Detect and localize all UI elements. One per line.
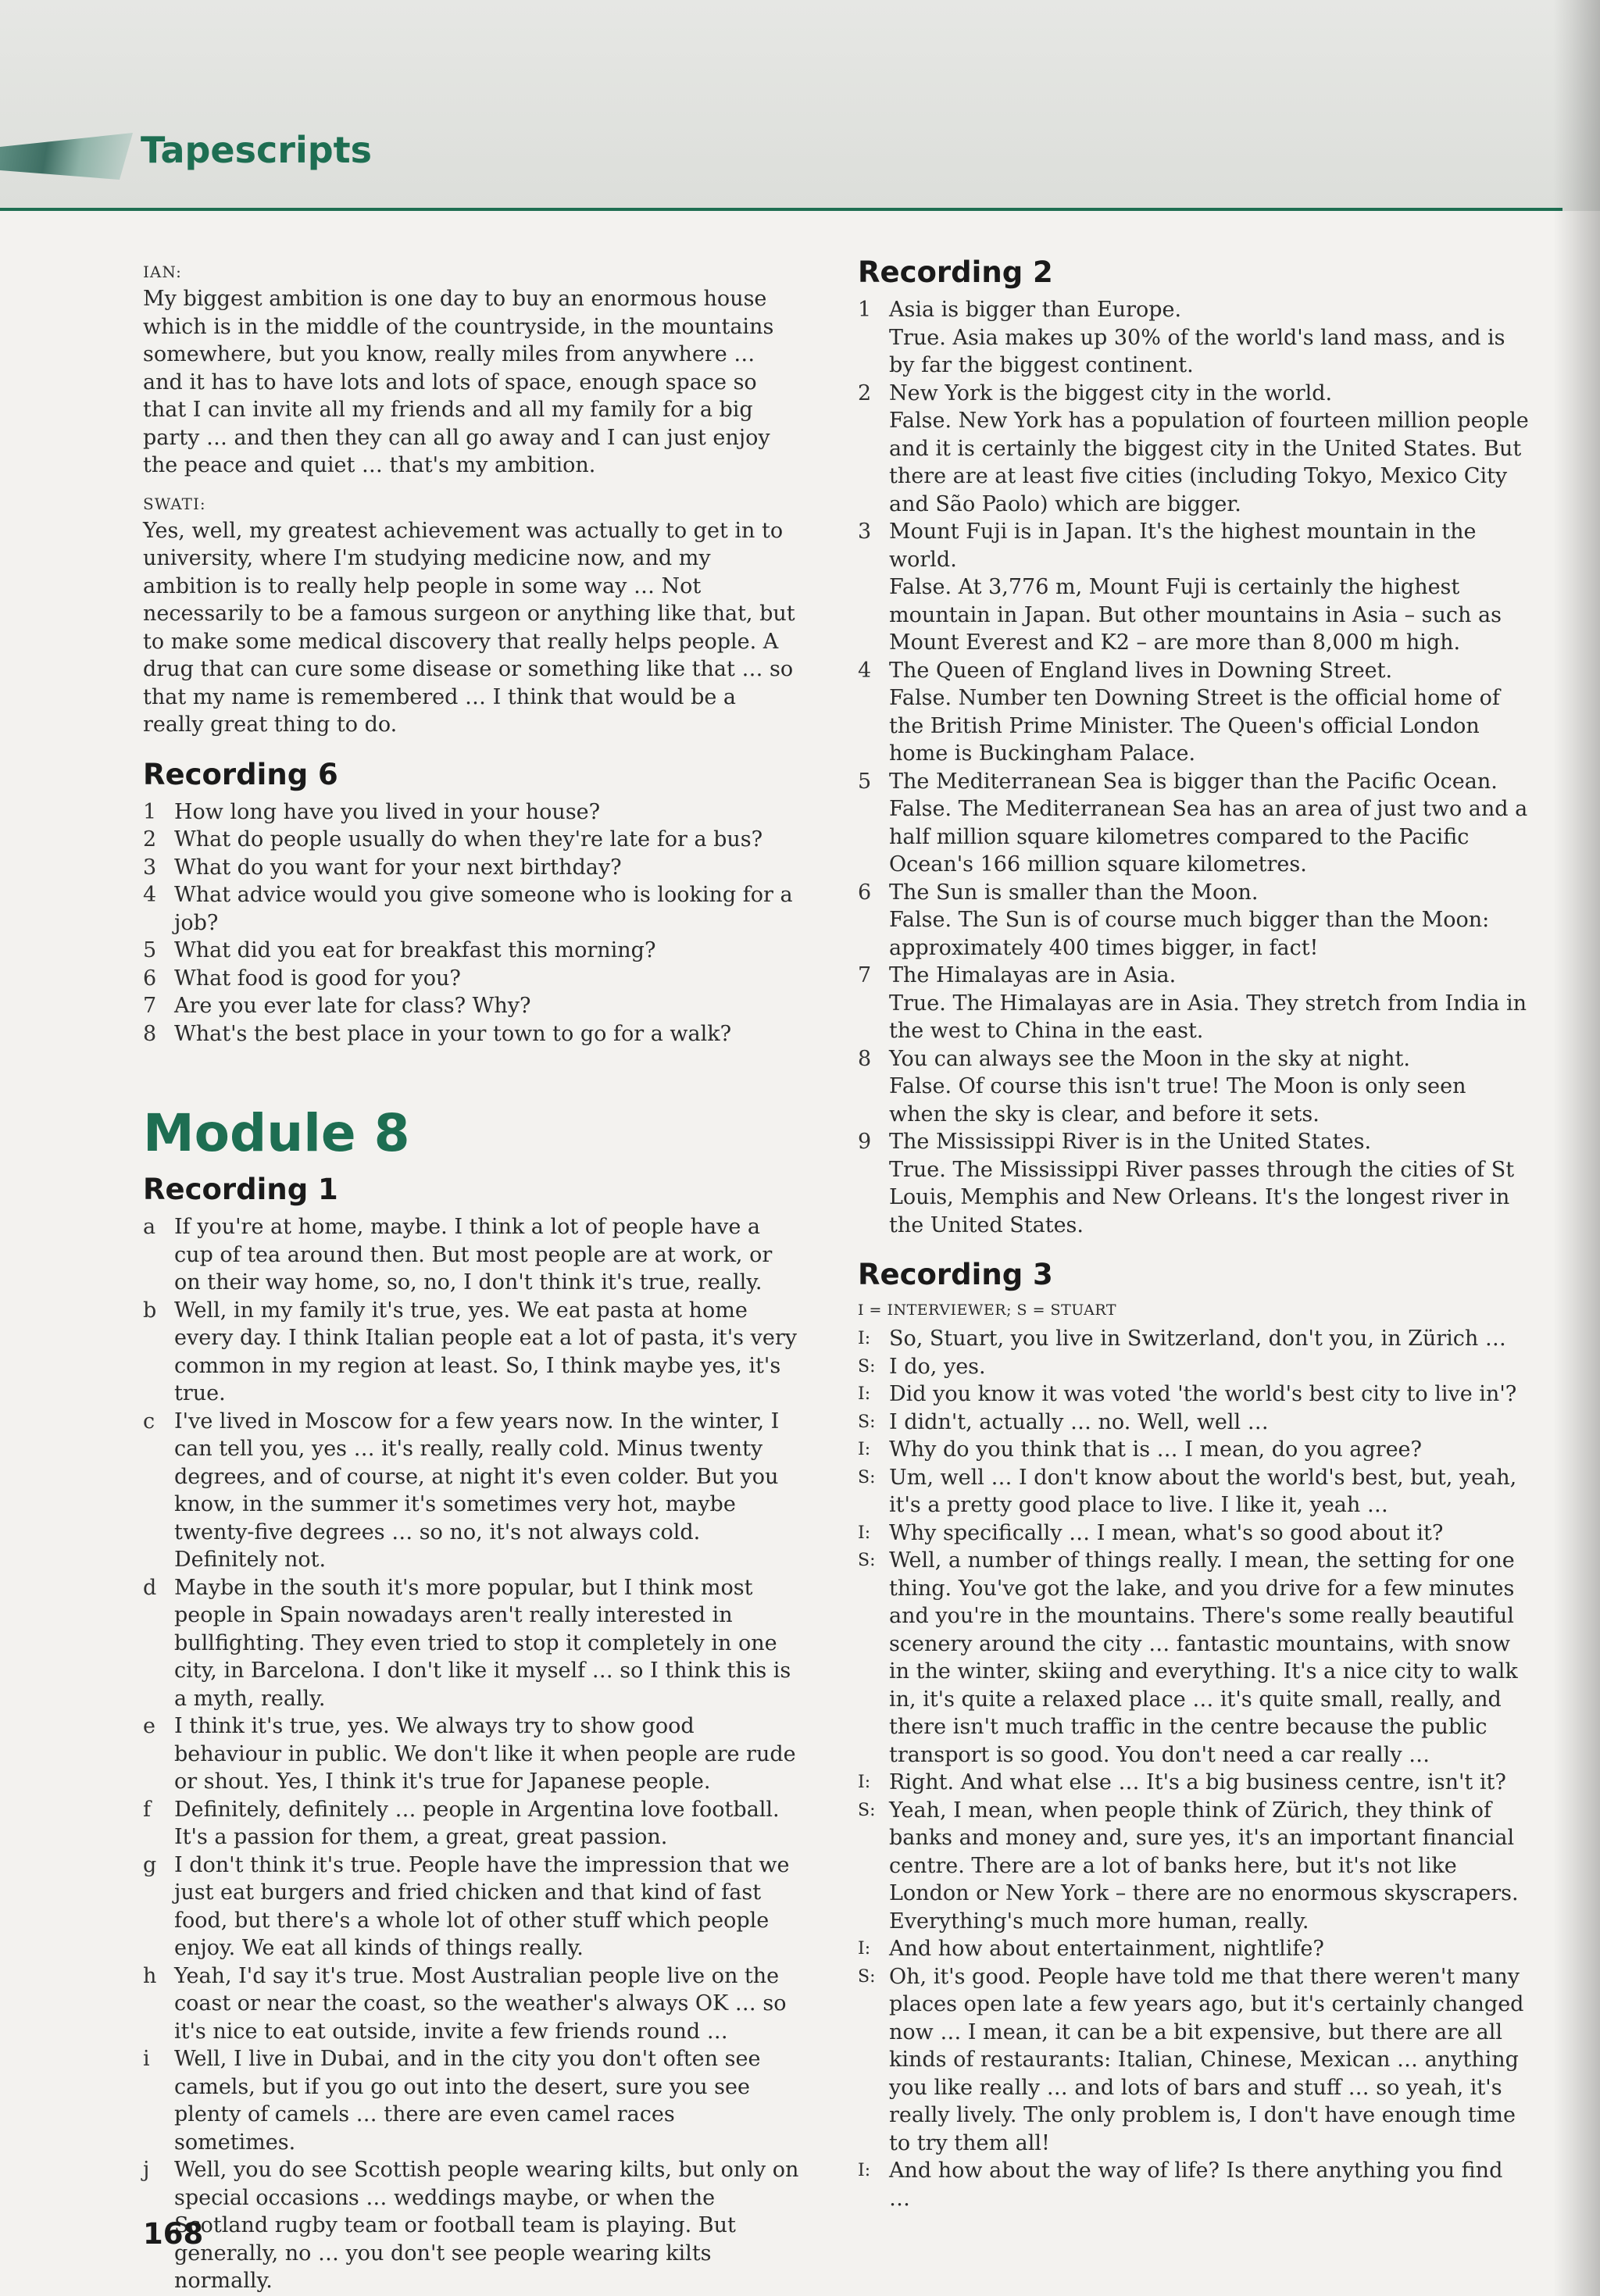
dialogue-line bbox=[858, 2157, 1530, 2212]
left-column bbox=[143, 254, 799, 2295]
item-text: What advice would you give someone who is looking for a job? bbox=[174, 883, 793, 935]
recording-6-list bbox=[143, 798, 799, 1048]
item-number: 4 bbox=[143, 883, 157, 907]
item-text: What did you eat for breakfast this morning? bbox=[174, 938, 656, 962]
speaker-tag: I: bbox=[858, 2161, 871, 2180]
dialogue-text: Right. And what else … It's a big business centre, isn't it? bbox=[889, 1770, 1506, 1794]
item-text: Maybe in the south it's more popular, but I think most people in Spain nowadays aren't really interested in bullfighting. They even tried to stop it completely in one city, in Barcelona. I don't like it myself … so I think this is a myth, really. bbox=[174, 1575, 791, 1711]
answer-text: False. The Mediterranean Sea has an area of just two and a half million square kilometres compared to the Pacific Ocean's 166 million square kilometres. bbox=[889, 797, 1528, 877]
dialogue-line bbox=[858, 1519, 1530, 1548]
list-item bbox=[858, 879, 1530, 962]
list-item bbox=[143, 937, 799, 965]
speaker-tag: S: bbox=[858, 1966, 876, 1987]
item-letter: e bbox=[143, 1714, 155, 1738]
item-number: 2 bbox=[858, 380, 872, 405]
item-text: Well, I live in Dubai, and in the city you don't often see camels, but if you go out into the desert, sure you see plenty of camels … there are even camel races sometimes. bbox=[174, 2047, 761, 2155]
speaker-tag: S: bbox=[858, 1356, 876, 1377]
item-number: 8 bbox=[858, 1046, 872, 1071]
item-text: I don't think it's true. People have the impression that we just eat burgers and fried chicken and that kind of fast food, but there's a whole lot of other stuff which people enjoy. We eat all kinds of things really. bbox=[174, 1852, 790, 1960]
item-text: Yeah, I'd say it's true. Most Australian people live on the coast or near the coast, so the weather's always OK … so it's nice to eat outside, invite a few friends round … bbox=[174, 1963, 787, 2044]
statement-text: Mount Fuji is in Japan. It's the highest mountain in the world. bbox=[889, 520, 1477, 572]
header-rule bbox=[0, 208, 1562, 211]
dialogue-text: Um, well … I don't know about the world's best, but, yeah, it's a pretty good place to live. I like it, yeah … bbox=[889, 1465, 1517, 1517]
dialogue-line bbox=[858, 1963, 1530, 2158]
speaker-tag: I: bbox=[858, 1329, 871, 1348]
dialogue-line bbox=[858, 1547, 1530, 1769]
item-text: What food is good for you? bbox=[174, 966, 461, 991]
recording-3-dialogue bbox=[858, 1325, 1530, 2212]
dialogue-line bbox=[858, 1769, 1530, 1797]
list-item bbox=[143, 2045, 799, 2156]
list-item bbox=[858, 518, 1530, 657]
dialogue-line bbox=[858, 1935, 1530, 1963]
statement-text: The Mississippi River is in the United States. bbox=[889, 1130, 1372, 1154]
dialogue-text: Why specifically … I mean, what's so good about it? bbox=[889, 1520, 1444, 1545]
answer-text: False. Number ten Downing Street is the official home of the British Prime Minister. The Queen's official London home is Buckingham Palace. bbox=[889, 686, 1500, 766]
speaker-tag: S: bbox=[858, 1467, 876, 1487]
statement-text: The Mediterranean Sea is bigger than the Pacific Ocean. bbox=[889, 769, 1498, 794]
item-text: What do people usually do when they're late for a bus? bbox=[174, 827, 763, 852]
speaker-tag: I: bbox=[858, 1384, 871, 1404]
item-number: 3 bbox=[143, 855, 157, 880]
ian-paragraph: My biggest ambition is one day to buy an enormous house which is in the middle of the countryside, in the mountains somewhere, but you know, really miles from anywhere … and it has to have lots and lots of space, enough space so that I can invite all my friends and all my family for a big party … and then they can all go away and I can just enjoy the peace and quiet … that's my ambition. bbox=[143, 287, 774, 477]
item-number: 3 bbox=[858, 520, 872, 544]
list-item bbox=[143, 881, 799, 937]
dialogue-text: I didn't, actually … no. Well, well … bbox=[889, 1409, 1269, 1434]
statement-text: Asia is bigger than Europe. bbox=[889, 298, 1182, 322]
dialogue-text: Well, a number of things really. I mean, the setting for one thing. You've got the lake, and you drive for a few minutes and you're in the mountains. There's some really beautiful scenery around the city … fantastic mountains, with snow in the winter, skiing and everything. It's a nice city to walk in, it's quite a relaxed place … it's quite small, really, and there isn't much traffic in the centre because the public transport is so good. You don't need a car really … bbox=[889, 1548, 1518, 1767]
statement-text: The Sun is smaller than the Moon. bbox=[889, 880, 1259, 905]
item-text: Well, you do see Scottish people wearing kilts, but only on special occasions … weddings maybe, or when the Scotland rugby team or football team is playing. But generally, no … you don't see people wearing kilts normally. bbox=[174, 2158, 799, 2293]
item-text: I've lived in Moscow for a few years now. In the winter, I can tell you, yes … it's really, really cold. Minus twenty degrees, and of course, at night it's even colder. But you know, in the summer it's sometimes very hot, maybe twenty-five degrees … so no, it's not always cold. Definitely not. bbox=[174, 1409, 780, 1572]
item-text: If you're at home, maybe. I think a lot of people have a cup of tea around then. But most people are at work, or on their way home, so, no, I don't think it's true, really. bbox=[174, 1215, 773, 1294]
statement-text: You can always see the Moon in the sky at night. bbox=[889, 1046, 1410, 1071]
item-number: 4 bbox=[858, 658, 872, 683]
answer-text: True. The Himalayas are in Asia. They stretch from India in the west to China in the east. bbox=[889, 991, 1527, 1043]
dialogue-text: And how about entertainment, nightlife? bbox=[889, 1937, 1324, 1961]
list-item bbox=[143, 826, 799, 854]
list-item bbox=[143, 1796, 799, 1851]
page-title: Tapescripts bbox=[141, 129, 373, 171]
item-letter: g bbox=[143, 1852, 157, 1877]
list-item bbox=[858, 380, 1530, 519]
list-item bbox=[858, 296, 1530, 380]
recording-3-heading: Recording 3 bbox=[858, 1258, 1053, 1291]
item-text: Well, in my family it's true, yes. We eat pasta at home every day. I think Italian people eat a lot of pasta, it's very common in my region at least. So, I think maybe yes, it's true. bbox=[174, 1298, 798, 1405]
speaker-legend: I = INTERVIEWER; S = STUART bbox=[858, 1302, 1117, 1319]
header-band bbox=[0, 0, 1600, 211]
item-letter: a bbox=[143, 1215, 156, 1239]
answer-text: False. New York has a population of fourteen million people and it is certainly the biggest city in the United States. But there are at least five cities (including Tokyo, Mexico City and São Paolo) which are bigger. bbox=[889, 409, 1529, 516]
item-letter: f bbox=[143, 1797, 151, 1822]
answer-text: True. Asia makes up 30% of the world's land mass, and is by far the biggest continent. bbox=[889, 325, 1505, 377]
item-text: What do you want for your next birthday? bbox=[174, 855, 622, 880]
dialogue-text: I do, yes. bbox=[889, 1354, 986, 1379]
answer-text: True. The Mississippi River passes through the cities of St Louis, Memphis and New Orleans. It's the longest river in the United States. bbox=[889, 1157, 1515, 1237]
answer-text: False. At 3,776 m, Mount Fuji is certainly the highest mountain in Japan. But other mountains in Asia – such as Mount Everest and K2 – are more than 8,000 m high. bbox=[889, 575, 1502, 655]
list-item bbox=[143, 1574, 799, 1713]
item-text: Definitely, definitely … people in Argentina love football. It's a passion for them, a great, great passion. bbox=[174, 1797, 780, 1849]
dialogue-line bbox=[858, 1409, 1530, 1437]
dialogue-text: So, Stuart, you live in Switzerland, don't you, in Zürich … bbox=[889, 1327, 1506, 1351]
dialogue-line bbox=[858, 1464, 1530, 1519]
dialogue-line bbox=[858, 1380, 1530, 1409]
item-letter: h bbox=[143, 1963, 157, 1988]
item-number: 5 bbox=[143, 938, 157, 962]
list-item bbox=[143, 798, 799, 827]
list-item bbox=[858, 768, 1530, 879]
list-item bbox=[143, 2156, 799, 2295]
recording-2-list bbox=[858, 296, 1530, 1239]
list-item bbox=[143, 1297, 799, 1408]
list-item bbox=[858, 962, 1530, 1045]
speaker-tag: I: bbox=[858, 1440, 871, 1459]
speaker-tag: I: bbox=[858, 1523, 871, 1543]
speaker-label-swati: SWATI: bbox=[143, 494, 206, 513]
list-item bbox=[858, 1045, 1530, 1129]
speaker-tag: S: bbox=[858, 1551, 876, 1570]
item-number: 1 bbox=[143, 799, 157, 824]
list-item bbox=[143, 1962, 799, 2046]
list-item bbox=[143, 1851, 799, 1962]
recording-2-heading: Recording 2 bbox=[858, 255, 1053, 289]
item-letter: i bbox=[143, 2047, 150, 2071]
item-letter: c bbox=[143, 1409, 155, 1434]
item-number: 7 bbox=[143, 994, 157, 1018]
item-letter: j bbox=[143, 2158, 150, 2182]
item-number: 2 bbox=[143, 827, 157, 852]
list-item bbox=[143, 1020, 799, 1048]
statement-text: The Queen of England lives in Downing Street. bbox=[889, 658, 1393, 683]
dialogue-text: Yeah, I mean, when people think of Zürich, they think of banks and money and, sure yes, it's an important financial centre. There are a lot of banks here, but it's not like London or New York – there are no enormous skyscrapers. Everything's much more human, really. bbox=[889, 1798, 1519, 1934]
list-item bbox=[143, 965, 799, 993]
dialogue-text: Why do you think that is … I mean, do you agree? bbox=[889, 1437, 1423, 1462]
statement-text: The Himalayas are in Asia. bbox=[889, 963, 1177, 987]
list-item bbox=[858, 1128, 1530, 1239]
list-item bbox=[143, 992, 799, 1020]
page-number: 168 bbox=[143, 2217, 204, 2251]
item-number: 9 bbox=[858, 1130, 872, 1154]
item-number: 5 bbox=[858, 769, 872, 794]
swati-paragraph: Yes, well, my greatest achievement was actually to get in to university, where I'm studying medicine now, and my ambition is to really help people in some way … Not necessarily to be a famous surgeon or anything like that, but to make some medical discovery that really helps people. A drug that can cure some disease or something like that … so that my name is remembered … I think that would be a really great thing to do. bbox=[143, 518, 795, 737]
list-item bbox=[143, 1712, 799, 1796]
item-text: What's the best place in your town to go for a walk? bbox=[174, 1021, 732, 1046]
list-item bbox=[143, 1213, 799, 1297]
recording-6-heading: Recording 6 bbox=[143, 757, 338, 791]
answer-text: False. Of course this isn't true! The Moon is only seen when the sky is clear, and before it sets. bbox=[889, 1074, 1466, 1127]
item-number: 7 bbox=[858, 963, 872, 987]
speaker-label-ian: IAN: bbox=[143, 262, 182, 281]
dialogue-line bbox=[858, 1325, 1530, 1353]
speaker-tag: S: bbox=[858, 1412, 876, 1432]
item-number: 6 bbox=[858, 880, 872, 905]
list-item bbox=[143, 854, 799, 882]
item-text: Are you ever late for class? Why? bbox=[174, 994, 531, 1018]
dialogue-text: Did you know it was voted 'the world's best city to live in'? bbox=[889, 1382, 1517, 1406]
page-edge-shadow bbox=[1553, 0, 1600, 2296]
answer-text: False. The Sun is of course much bigger than the Moon: approximately 400 times bigger, in fact! bbox=[889, 908, 1490, 960]
dialogue-line bbox=[858, 1353, 1530, 1381]
statement-text: New York is the biggest city in the world. bbox=[889, 380, 1333, 405]
speaker-tag: S: bbox=[858, 1800, 876, 1820]
item-letter: b bbox=[143, 1298, 157, 1323]
dialogue-line bbox=[858, 1436, 1530, 1464]
list-item bbox=[858, 657, 1530, 768]
dialogue-text: Oh, it's good. People have told me that there weren't many places open late a few years ago, but it's certainly changed now … I mean, it can be a bit expensive, but there are all kinds of restaurants: Italian, Chinese, Mexican … anything you like really … and lots of bars and stuff … so yeah, it's really lively. The only problem is, I don't have enough time to try them all! bbox=[889, 1964, 1524, 2155]
speaker-tag: I: bbox=[858, 1773, 871, 1792]
item-number: 8 bbox=[143, 1021, 157, 1046]
item-text: How long have you lived in your house? bbox=[174, 799, 601, 824]
module-heading: Module 8 bbox=[143, 1103, 410, 1163]
right-column bbox=[858, 254, 1530, 2212]
item-number: 1 bbox=[858, 298, 872, 322]
list-item bbox=[143, 1408, 799, 1574]
recording-1-heading: Recording 1 bbox=[143, 1173, 338, 1206]
item-text: I think it's true, yes. We always try to show good behaviour in public. We don't like it when people are rude or shout. Yes, I think it's true for Japanese people. bbox=[174, 1714, 796, 1794]
item-number: 6 bbox=[143, 966, 157, 991]
recording-1-list bbox=[143, 1213, 799, 2295]
item-letter: d bbox=[143, 1575, 157, 1600]
dialogue-text: And how about the way of life? Is there anything you find … bbox=[889, 2159, 1503, 2211]
dialogue-line bbox=[858, 1797, 1530, 1936]
speaker-tag: I: bbox=[858, 1939, 871, 1959]
